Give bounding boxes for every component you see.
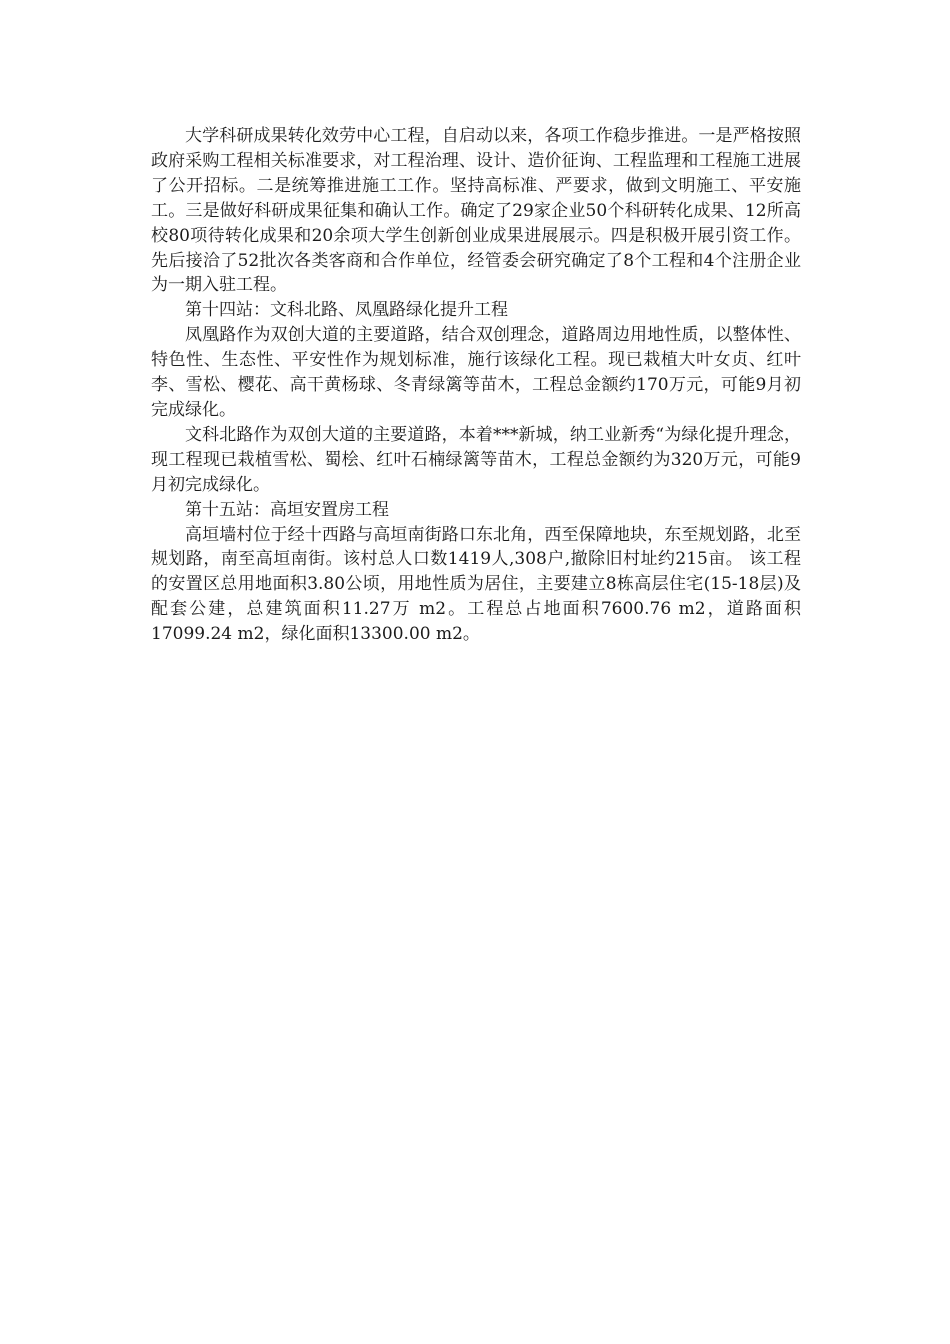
paragraph-project-progress: 大学科研成果转化效劳中心工程，自启动以来，各项工作稳步推进。一是严格按照政府采购工程相关标准要求，对工程治理、设计、造价征询、工程监理和工程施工进展了公开招标。二是统筹推进施工工作。坚持高标准、严要求，做到文明施工、平安施工。三是做好科研成果征集和确认工作。确定了29家企业50个科研转化成果、12所高校80项待转化成果和20余项大学生创新创业成果进展展示。四是积极开展引资工作。先后接洽了52批次各类客商和合作单位，经管委会研究确定了8个工程和4个注册企业为一期入驻工程。 <box>151 126 801 296</box>
document-body <box>151 124 801 647</box>
paragraph-fenghuang-road: 凤凰路作为双创大道的主要道路，结合双创理念，道路周边用地性质，以整体性、特色性、生态性、平安性作为规划标准，施行该绿化工程。现已栽植大叶女贞、红叶李、雪松、樱花、高干黄杨球、冬青绿篱等苗木，工程总金额约170万元，可能9月初完成绿化。 <box>151 325 801 420</box>
section-heading-station-15: 第十五站：高垣安置房工程 <box>185 499 389 520</box>
section-heading-station-14: 第十四站：文科北路、凤凰路绿化提升工程 <box>185 300 508 321</box>
paragraph-wenke-north-road: 文科北路作为双创大道的主要道路，本着***新城，纳工业新秀“为绿化提升理念，现工程现已栽植雪松、蜀桧、红叶石楠绿篱等苗木，工程总金额约为320万元，可能9月初完成绿化。 <box>151 424 801 495</box>
paragraph-gaoyuan-resettlement: 高垣墙村位于经十西路与高垣南街路口东北角，西至保障地块，东至规划路，北至规划路，南至高垣南街。该村总人口数1419人,308户,撤除旧村址约215亩。 该工程的安置区总用地面积3.80公顷，用地性质为居住，主要建立8栋高层住宅(15-18层)及配套公建，总建筑面积11.27万 m2。工程总占地面积7600.76 m2，道路面积17099.24 m2，绿化面积13300.00 m2。 <box>151 524 801 645</box>
